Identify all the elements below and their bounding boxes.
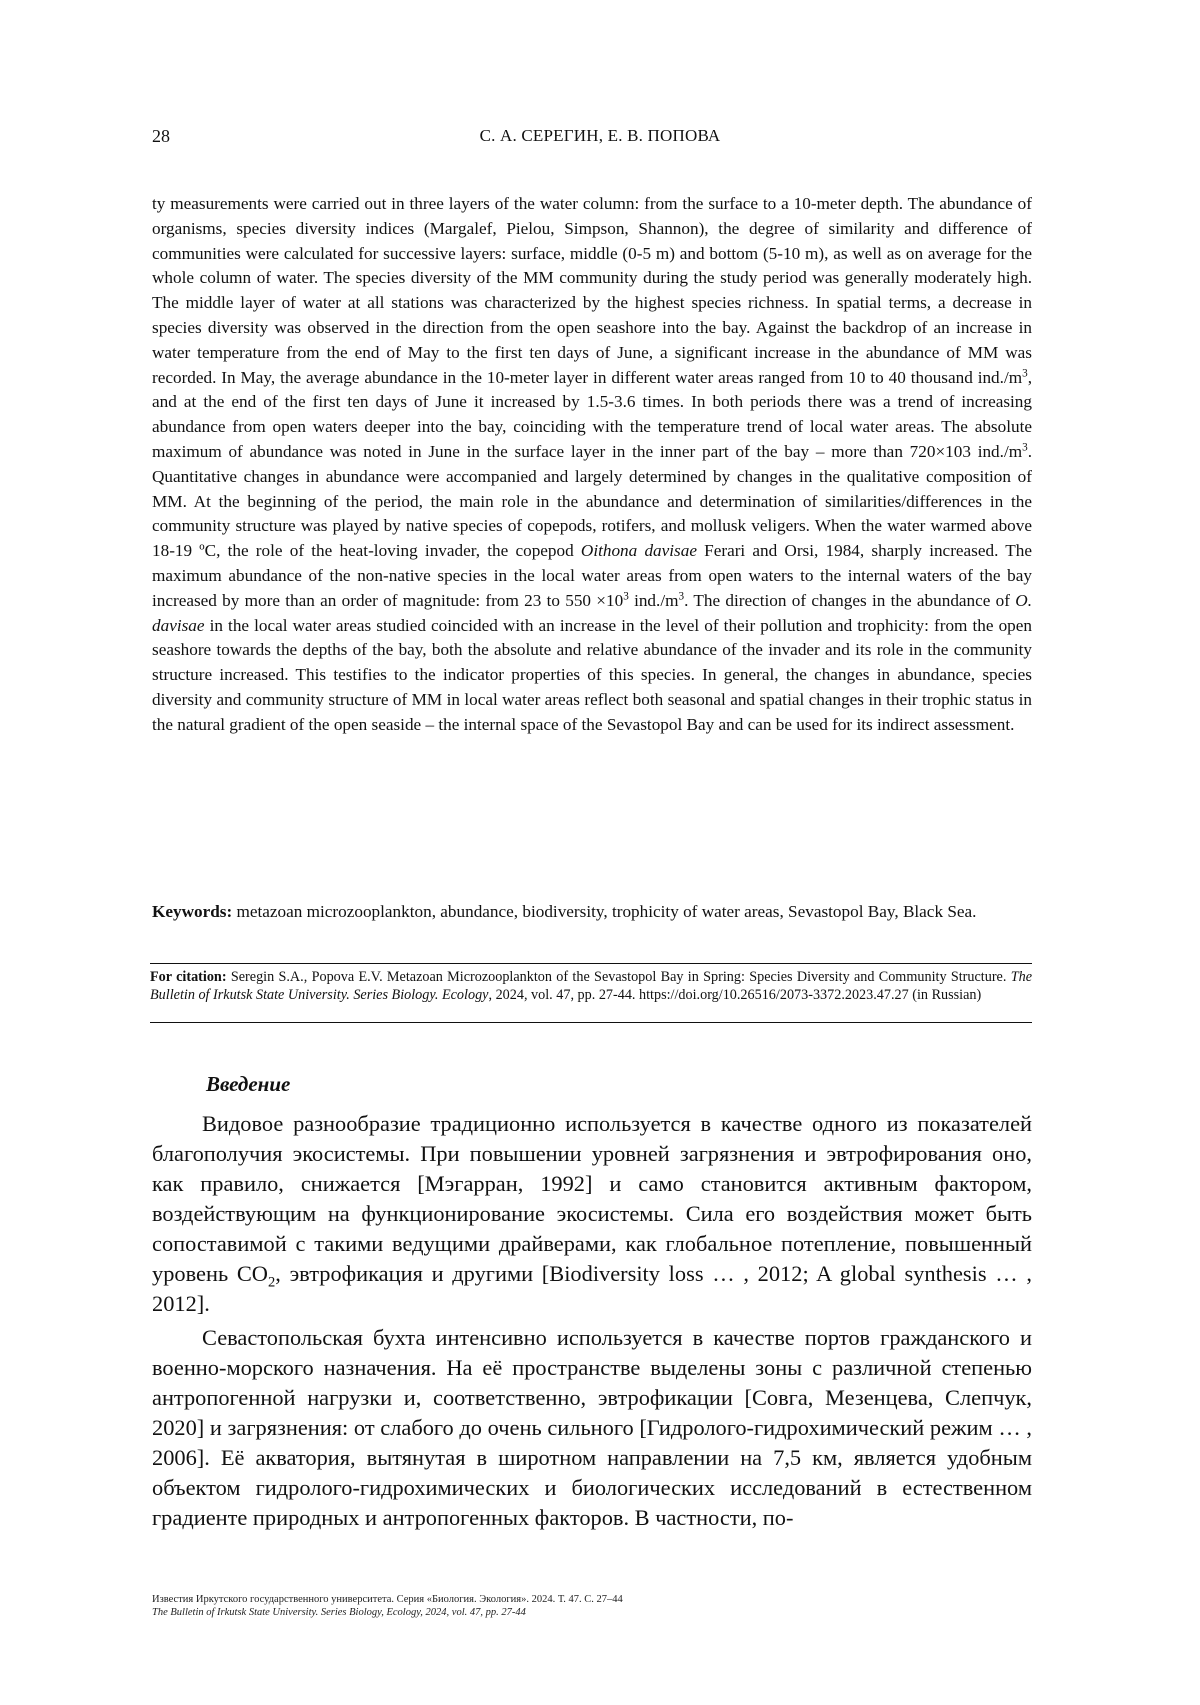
abstract-text: Ferari and Orsi, 1984, sharply increased. The maximum abundance of the non-native species in the local water areas from open waters to the internal waters of the bay increased by more than an order of magnitude: from 23 to 550 ×10 [152, 541, 1032, 610]
section-heading: Введение [206, 1072, 290, 1097]
page-number: 28 [152, 126, 170, 147]
footer-ru: Известия Иркутского государственного университета. Серия «Биология. Экология». 2024. Т. 47. С. 27–44 [152, 1593, 623, 1606]
intro-paragraph: Севастопольская бухта интенсивно используется в качестве портов гражданского и военно-морского назначения. На её пространстве выделены зоны с различной степенью антропогенной нагрузки и, соответственно, эвтрофикации [Совга, Мезенцева, Слепчук, 2020] и загрязнения: от слабого до очень сильного [Гидролого-гидрохимический режим … , 2006]. Её акватория, вытянутая в широтном направлении на 7,5 км, является удобным объектом гидролого-гидрохимических и биологических исследований в естественном градиенте природных и антропогенных факторов. В частности, по- [152, 1323, 1032, 1533]
abstract-text: . Quantitative changes in abundance were accompanied and largely determined by changes in the qualitative composition of MM. At the beginning of the period, the main role in the abundance and determination of similarities/differences in the community structure was played by native species of copepods, rotifers, and mollusk veligers. When the water warmed above 18-19 ºC, the role of the heat-loving invader, the copepod [152, 442, 1032, 560]
abstract-text: in the local water areas studied coincided with an increase in the level of their pollution and trophicity: from the open seashore towards the depths of the bay, both the absolute and relative abundance of the invader and its role in the community structure increased. This testifies to the indicator properties of this species. In general, the changes in abundance, species diversity and community structure of MM in local water areas reflect both seasonal and spatial changes in their trophic status in the natural gradient of the open seaside – the internal space of the Sevastopol Bay and can be used for its indirect assessment. [152, 616, 1032, 734]
intro-text: , эвтрофикация и другими [Biodiversity loss … , 2012; A global synthesis … , 2012]. [152, 1261, 1032, 1316]
abstract-text: ty measurements were carried out in three layers of the water column: from the surface to a 10-meter depth. The abundance of organisms, species diversity indices (Margalef, Pielou, Simpson, Shannon), the degree of similarity and difference of communities were calculated for successive layers: surface, middle (0-5 m) and bottom (5-10 m), as well as on average for the whole column of water. The species diversity of the MM community during the study period was generally moderately high. The middle layer of water at all stations was characterized by the highest species richness. In spatial terms, a decrease in species diversity was observed in the direction from the open seashore into the bay. Against the backdrop of an increase in water temperature from the end of May to the first ten days of June, a significant increase in the abundance of MM was recorded. In May, the average abundance in the 10-meter layer in different water areas ranged from 10 to 40 thousand ind./m [152, 194, 1032, 387]
intro-text: Видовое разнообразие традиционно используется в качестве одного из показателей благополучия экосистемы. При повышении уровней загрязнения и эвтрофирования оно, как правило, снижается [Мэгарран, 1992] и само становится активным фактором, воздействующим на функционирование экосистемы. Сила его воздействия может быть сопоставимой с такими ведущими драйверами, как глобальное потепление, повышенный уровень CO [152, 1111, 1032, 1286]
citation-box [150, 963, 1032, 1023]
abstract-text: ind./m [629, 591, 679, 610]
running-head-authors: С. А. СЕРЕГИН, Е. В. ПОПОВА [0, 126, 1200, 146]
footer-en: The Bulletin of Irkutsk State University. Series Biology, Ecology, 2024, vol. 47, pp. 27-44 [152, 1606, 623, 1619]
citation-text: Seregin S.A., Popova E.V. Metazoan Microzooplankton of the Sevastopol Bay in Spring: Species Diversity and Community Structure. [227, 969, 1011, 985]
keywords-text: metazoan microzooplankton, abundance, biodiversity, trophicity of water areas, Sevastopol Bay, Black Sea. [232, 902, 976, 921]
keywords [152, 900, 1032, 925]
superscript: 3 [1022, 367, 1028, 379]
page-footer [152, 1593, 623, 1619]
species-name: O. davisae [152, 591, 1032, 635]
citation-journal: The Bulletin of Irkutsk State University. Series Biology. Ecology [150, 969, 1032, 1003]
abstract [152, 192, 1032, 738]
subscript: 2 [268, 1274, 275, 1290]
introduction-body [152, 1109, 1032, 1533]
citation-label: For citation: [150, 969, 227, 985]
keywords-label: Keywords: [152, 902, 232, 921]
citation-text: , 2024, vol. 47, pp. 27-44. https://doi.org/10.26516/2073-3372.2023.47.27 (in Russian) [488, 987, 981, 1003]
superscript: 3 [623, 590, 629, 602]
species-name: Oithona davisae [581, 541, 697, 560]
superscript: 3 [678, 590, 684, 602]
abstract-text: , and at the end of the first ten days of June it increased by 1.5-3.6 times. In both periods there was a trend of increasing abundance from open waters deeper into the bay, coinciding with the temperature trend of local water areas. The absolute maximum of abundance was noted in June in the surface layer in the inner part of the bay – more than 720×103 ind./m [152, 368, 1032, 461]
abstract-text: . The direction of changes in the abundance of [684, 591, 1015, 610]
superscript: 3 [1022, 441, 1028, 453]
intro-paragraph [152, 1109, 1032, 1319]
abstract-paragraph [152, 192, 1032, 738]
